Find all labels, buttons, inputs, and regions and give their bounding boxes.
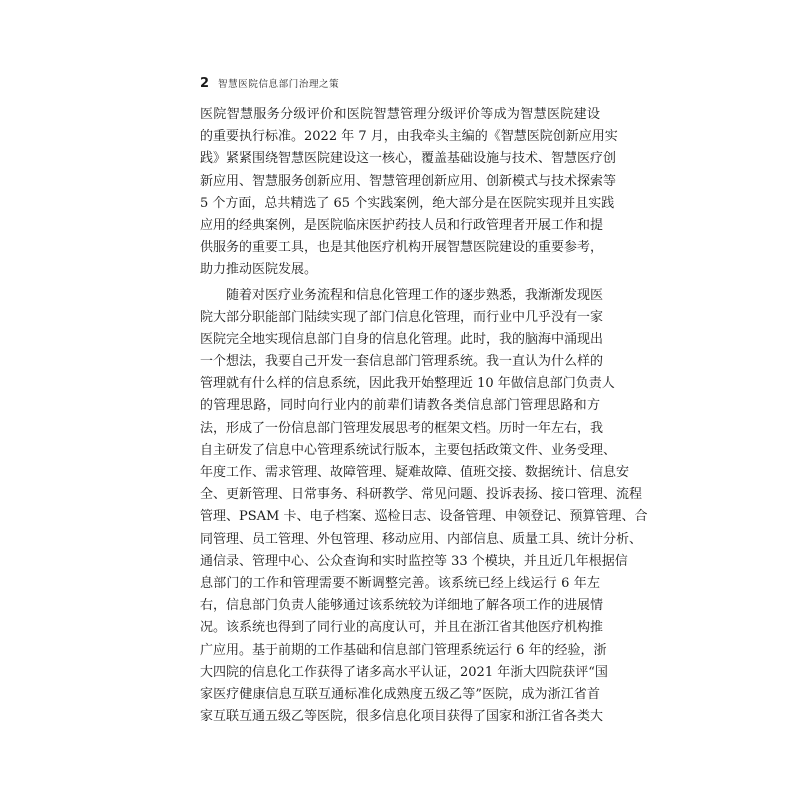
text-line: 院大部分职能部门陆续实现了部门信息化管理，而行业中几乎没有一家 <box>200 309 604 325</box>
paragraph-2 <box>200 285 648 729</box>
text-line: 的重要执行标准。2022 年 7 月，由我牵头主编的《智慧医院创新应用实 <box>200 129 618 145</box>
text-line: 助力推动医院发展。 <box>200 262 318 278</box>
text-line: 医院完全地实现信息部门自身的信息化管理。此时，我的脑海中涌现出 <box>200 331 604 347</box>
text-line: 大四院的信息化工作获得了诸多高水平认证，2021 年浙大四院获评“国 <box>200 664 608 680</box>
text-line: 自主研发了信息中心管理系统试行版本，主要包括政策文件、业务受理、 <box>200 442 617 458</box>
running-title: 智慧医院信息部门治理之策 <box>218 79 340 90</box>
text-line: 家医疗健康信息互联互通标准化成熟度五级乙等”医院，成为浙江省首 <box>200 686 600 702</box>
page-header <box>200 76 339 94</box>
text-line: 践》紧紧围绕智慧医院建设这一核心，覆盖基础设施与技术、智慧医疗创 <box>200 151 617 167</box>
body-text <box>200 104 648 728</box>
text-line: 的管理思路，同时向行业内的前辈们请教各类信息部门管理思路和方 <box>200 398 600 414</box>
text-line: 一个想法，我要自己开发一套信息部门管理系统。我一直认为什么样的 <box>200 354 604 370</box>
text-line: 5 个方面，总共精选了 65 个实践案例，绝大部分是在医院实现并且实践 <box>200 195 615 211</box>
text-line: 年度工作、需求管理、故障管理、疑难故障、值班交接、数据统计、信息安 <box>200 465 630 480</box>
text-line: 家互联互通五级乙等医院，很多信息化项目获得了国家和浙江省各类大 <box>200 709 604 725</box>
text-line: 法，形成了一份信息部门管理发展思考的框架文档。历时一年左右，我 <box>200 420 604 436</box>
text-line: 应用的经典案例，是医院临床医护药技人员和行政管理者开展工作和提 <box>200 217 604 233</box>
paragraph-1 <box>200 104 618 282</box>
text-line: 右，信息部门负责人能够通过该系统较为详细地了解各项工作的进展情 <box>200 598 604 614</box>
page-number: 2 <box>200 76 210 91</box>
text-line: 息部门的工作和管理需要不断调整完善。该系统已经上线运行 6 年左 <box>200 575 600 591</box>
text-line: 新应用、智慧服务创新应用、智慧管理创新应用、创新模式与技术探索等 <box>200 173 617 189</box>
text-line: 广应用。基于前期的工作基础和信息部门管理系统运行 6 年的经验，浙 <box>200 642 607 658</box>
text-line: 管理就有什么样的信息系统，因此我开始整理近 10 年做信息部门负责人 <box>200 376 615 392</box>
text-line: 全、更新管理、日常事务、科研教学、常见问题、投诉表扬、接口管理、流程 <box>200 487 643 503</box>
text-line: 供服务的重要工具，也是其他医疗机构开展智慧医院建设的重要参考， <box>200 240 604 256</box>
text-line: 医院智慧服务分级评价和医院智慧管理分级评价等成为智慧医院建设 <box>200 107 600 122</box>
text-line: 况。该系统也得到了同行业的高度认可，并且在浙江省其他医疗机构推 <box>200 620 604 636</box>
text-line: 同管理、员工管理、外包管理、移动应用、内部信息、质量工具、统计分析、 <box>200 531 643 547</box>
text-line: 随着对医疗业务流程和信息化管理工作的逐步熟悉，我渐渐发现医 <box>226 287 604 303</box>
text-line: 通信录、管理中心、公众查询和实时监控等 33 个模块，并且近几年根据信 <box>200 553 628 569</box>
text-line: 管理、PSAM 卡、电子档案、巡检日志、设备管理、申领登记、预算管理、合 <box>200 509 648 525</box>
